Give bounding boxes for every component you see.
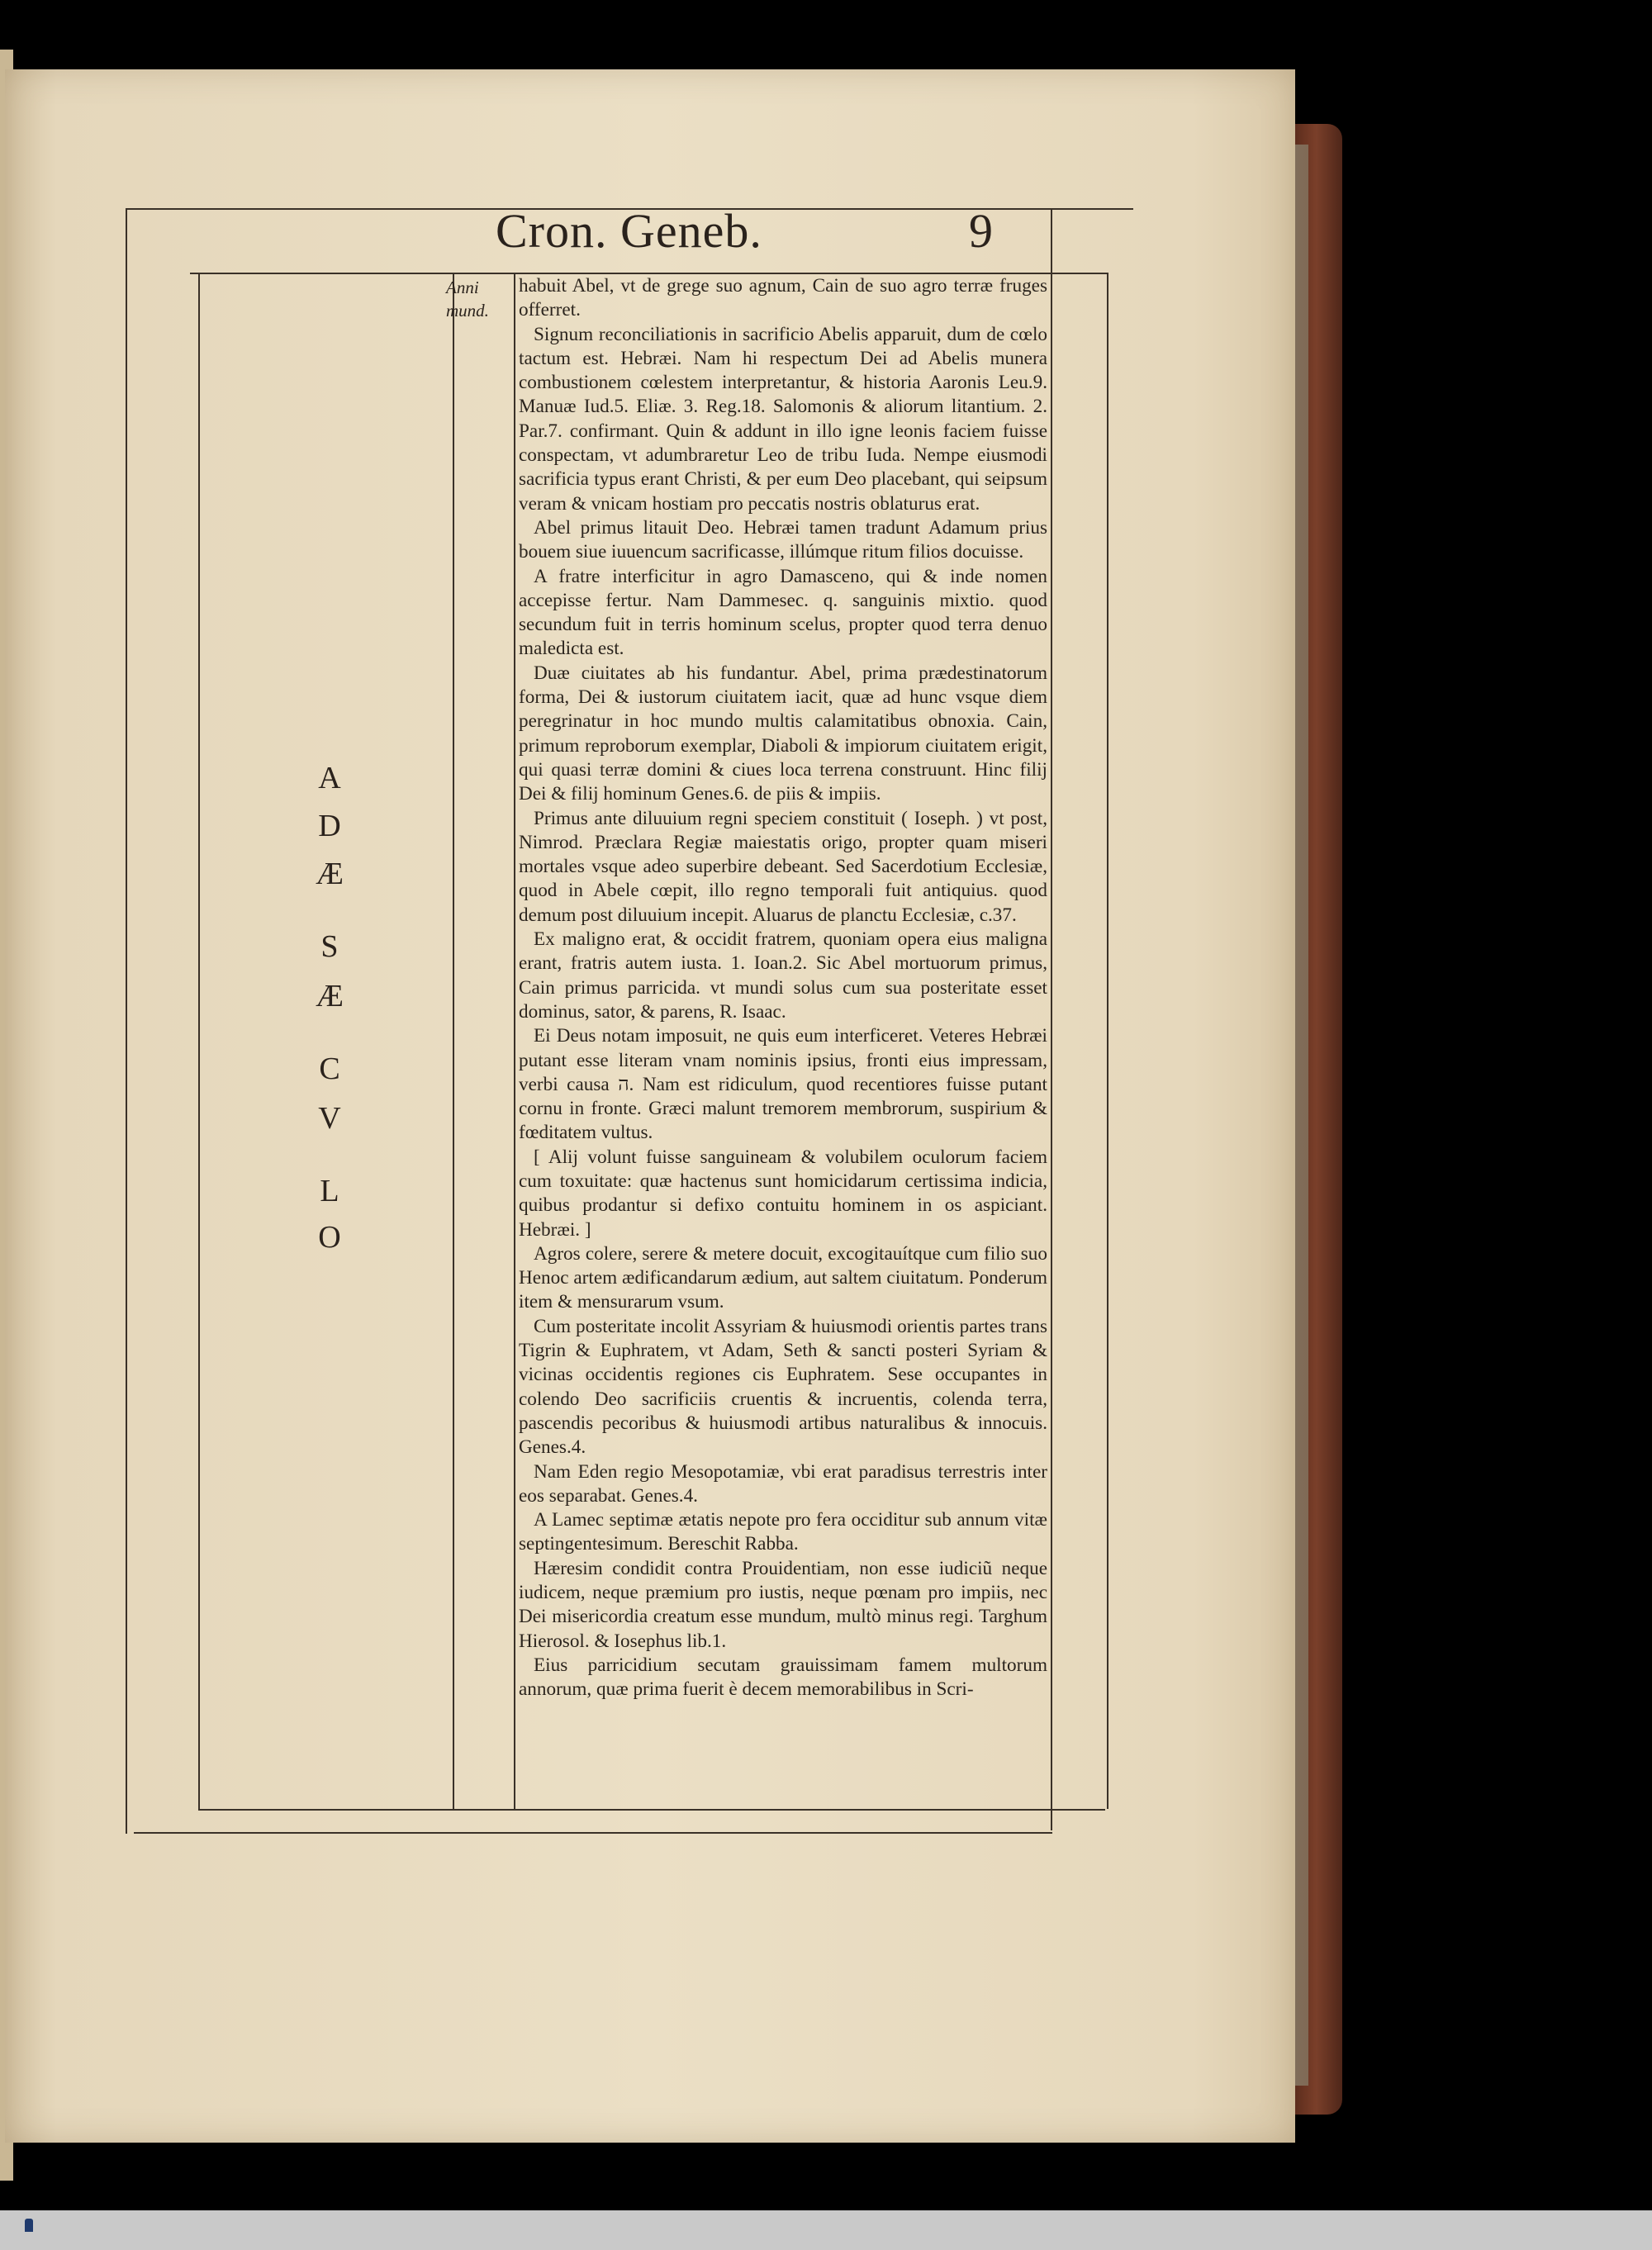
body-paragraph: Duæ ciuitates ab his fundantur. Abel, prima prædestinatorum forma, Dei & iustorum ciuitatem iacit, quæ ad hunc vsque diem peregrinatur in hoc mundo multis calamitatibus obnoxia. Cain, primum reproborum exemplar, Diaboli & impiorum ciuitatem erigit, qui quasi terræ domini & ciues loca terrena construunt. Hinc filij Dei & filij hominum Genes.6. de piis & impiis.	[519, 662, 1047, 805]
body-paragraph: Primus ante diluuium regni speciem constituit ( Ioseph. ) vt post, Nimrod. Præclara Regiæ maiestatis origo, propter quam miseri mortales vsque adeo superbire debeant. Sed Sacerdotium Ecclesiæ, quod in Abele cœpit, illo regno temporali fuit antiquius. quod demum post diluuium incepit. Aluarus de planctu Ecclesiæ, c.37.	[519, 807, 1047, 926]
era-letter: D	[318, 809, 341, 843]
body-paragraph: [ Alij volunt fuisse sanguineam & volubilem oculorum faciem cum toxuitate: quæ hactenus sunt homicidarum certissima indicia, quibus prodantur si defixo contuitu hominem in os aspiciant. Hebræi. ]	[519, 1146, 1047, 1241]
era-letter: Æ	[316, 979, 344, 1013]
era-letter: Æ	[316, 857, 344, 891]
frame-text-left-line	[514, 273, 515, 1811]
body-paragraph: Ei Deus notam imposuit, ne quis eum interficeret. Veteres Hebræi putant esse literam vnam nominis ipsius, fronti eius impressam, verbi causa ה. Nam est ridiculum, quod recentiores fuisse putant cornu in fronte. Græci malunt tremorem membrorum, suspirium & fœditatem vultus.	[519, 1025, 1047, 1144]
frame-left-inner-line	[198, 273, 200, 1809]
body-paragraph: Signum reconciliationis in sacrificio Abelis apparuit, dum de cœlo tactum est. Hebræi. Nam hi respectum Dei ad Abelis munera combustionem cœlestem interpretantur, & historia Aaronis Leu.9. Manuæ Iud.5. Eliæ. 3. Reg.18. Salomonis & aliorum litantium. 2. Par.7. confirmant. Quin & addunt in illo igne leonis faciem fuisse conspectam, vt adumbraretur Leo de tribu Iuda. Nempe eiusmodi sacrificia typus erant Christi, & per eum Deo placebant, qui seipsum veram & vnicam hostiam pro peccatis nostris oblaturus erat.	[519, 323, 1047, 515]
frame-right-inner-line	[1051, 210, 1052, 1830]
library-logo-icon	[15, 2217, 43, 2245]
era-letter: O	[318, 1220, 341, 1255]
page-header-title: Cron. Geneb.	[496, 204, 762, 258]
era-letter: V	[318, 1101, 341, 1136]
body-paragraph: Hæresim condidit contra Prouidentiam, non esse iudiciũ neque iudicem, neque præmium pro iustis, neque pœnam pro impiis, nec Dei misericordia creatum esse mundum, multò minus regi. Targhum Hierosol. & Iosephus lib.1.	[519, 1557, 1047, 1652]
body-paragraph: Nam Eden regio Mesopotamiæ, vbi erat paradisus terrestris inter eos separabat. Genes.4.	[519, 1460, 1047, 1507]
page-number: 9	[969, 204, 993, 258]
body-paragraph: A fratre interficitur in agro Damasceno, qui & inde nomen accepisse fertur. Nam Dammesec. q. sanguinis mixtio. quod secundum fuit in terris hominum scelus, propter quod terra denuo maledicta est.	[519, 565, 1047, 660]
body-paragraph: Agros colere, serere & metere docuit, excogitauítque cum filio suo Henoc artem ædificandarum ædium, aut saltem ciuitatum. Ponderum item & mensurarum vsum.	[519, 1242, 1047, 1313]
body-paragraph: Cum posteritate incolit Assyriam & huiusmodi orientis partes trans Tigrin & Euphratem, vt Adam, Seth & sancti posteri Syriam & vicinas occidentis regiones cis Euphratem. Sese occupantes in colendo Deo sacrificiis cruentis & incruentis, colenda terra, pascendis pecoribus & huiusmodi artibus naturalibus & innocuis. Genes.4.	[519, 1315, 1047, 1459]
era-letter: C	[319, 1051, 340, 1086]
era-letter: S	[320, 929, 339, 964]
frame-bottom-inner-line	[198, 1809, 1105, 1811]
body-paragraph: A Lamec septimæ ætatis nepote pro fera occiditur sub annum vitæ septingentesimum. Bereschit Rabba.	[519, 1509, 1047, 1555]
era-letter: A	[318, 761, 341, 795]
body-paragraph: Abel primus litauit Deo. Hebræi tamen tradunt Adamum prius bouem siue iuuencum sacrificasse, illúmque ritum filios docuisse.	[519, 516, 1047, 563]
era-column	[202, 743, 450, 1256]
frame-left-outer-line	[126, 210, 127, 1834]
frame-bottom-outer-line	[134, 1832, 1052, 1834]
frame-right-outer-line	[1107, 273, 1108, 1809]
frame-column-divider	[453, 273, 454, 1809]
body-paragraph: habuit Abel, vt de grege suo agnum, Cain de suo agro terræ fruges offerret.	[519, 275, 1047, 321]
body-paragraph: Eius parricidium secutam grauissimam famem multorum annorum, quæ prima fuerit è decem memorabilibus in Scri-	[519, 1654, 1047, 1701]
margin-note: Anni mund.	[446, 278, 489, 320]
viewer-footer-bar	[0, 2210, 1652, 2250]
body-paragraph: Ex maligno erat, & occidit fratrem, quoniam opera eius maligna erant, fratris autem iusta. 1. Ioan.2. Sic Abel mortuorum primus, Cain primus parricida. vt mundi solus cum sua posteritate esset dominus, sator, & parens, R. Isaac.	[519, 928, 1047, 1023]
body-text	[519, 274, 1047, 1802]
era-letter: L	[320, 1174, 339, 1208]
